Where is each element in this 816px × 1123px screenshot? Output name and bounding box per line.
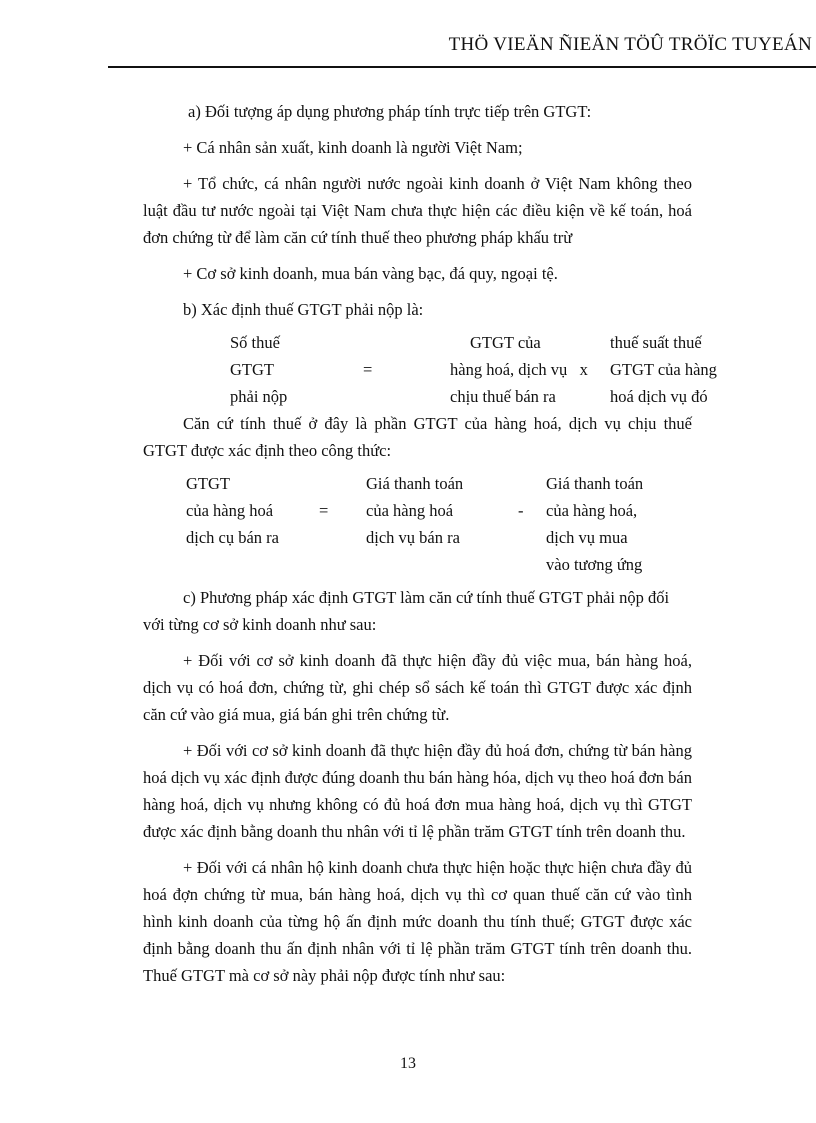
paragraph-a: a) Đối tượng áp dụng phương pháp tính trực tiếp trên GTGT: — [188, 102, 592, 121]
formula-cell — [186, 551, 319, 578]
formula-cell: phải nộp — [230, 387, 288, 406]
formula-cell — [319, 524, 366, 551]
formula-cell: GTGT của — [470, 333, 541, 352]
paragraph-household: + Đối với cá nhân hộ kinh doanh chưa thực hiện hoặc thực hiện chưa đầy đủ hoá đợn chứng từ mua, bán hàng hoá, dịch vụ thì cơ quan thuế căn cứ vào tình hình kinh doanh của từng hộ ấn định mức doanh thu tính thuế; GTGT được xác định bằng doanh thu ấn định nhân với tỉ lệ phần trăm GTGT tính trên doanh thu. Thuế GTGT mà cơ sở này phải nộp được tính như sau: — [143, 858, 692, 985]
formula-cell: hoá dịch vụ đó — [610, 387, 708, 406]
header-rule — [108, 66, 816, 68]
formula-cell — [506, 551, 546, 578]
formula-cell: chịu thuế bán ra — [450, 387, 556, 406]
formula-cell — [363, 329, 450, 356]
formula-cell: dịch cụ bán ra — [186, 528, 279, 547]
page-number: 13 — [400, 1055, 416, 1072]
formula-cell — [319, 551, 366, 578]
document-body — [143, 98, 717, 989]
paragraph-individual: + Cá nhân sản xuất, kinh doanh là người Việt Nam; — [183, 138, 523, 157]
formula-cell: của hàng hoá — [366, 501, 454, 520]
formula-cell — [319, 470, 366, 497]
formula-cell: GTGT của hàng — [610, 360, 717, 379]
formula-minus: - — [518, 501, 524, 520]
formula-cell — [506, 524, 546, 551]
formula-cell — [506, 470, 546, 497]
paragraph-full-records: + Đối với cơ sở kinh doanh đã thực hiện đầy đủ việc mua, bán hàng hoá, dịch vụ có hoá đơn, chứng từ, ghi chép sổ sách kế toán thì GTGT được xác định căn cứ vào giá mua, giá bán ghi trên chứng từ. — [143, 651, 692, 724]
paragraph-gold: + Cơ sở kinh doanh, mua bán vàng bạc, đá quy, ngoại tệ. — [183, 264, 558, 283]
formula-cell: vào tương ứng — [546, 555, 643, 574]
formula-cell: GTGT — [186, 474, 230, 493]
paragraph-basis: Căn cứ tính thuế ở đây là phần GTGT của hàng hoá, dịch vụ chịu thuế GTGT được xác định theo công thức: — [143, 414, 692, 460]
formula-tax-payable — [143, 329, 717, 410]
formula-cell: Giá thanh toán — [546, 474, 644, 493]
paragraph-partial-records: + Đối với cơ sở kinh doanh đã thực hiện đầy đủ hoá đơn, chứng từ bán hàng hoá dịch vụ xác định được đúng doanh thu bán hàng hóa, dịch vụ theo hoá đơn bán hàng hoá, dịch vụ nhưng không có đủ hoá đơn mua hàng hoá, dịch vụ thì GTGT được xác định bằng doanh thu nhân với tỉ lệ phần trăm GTGT tính trên doanh thu. — [143, 741, 692, 841]
formula-cell: Giá thanh toán — [366, 474, 464, 493]
page-header-title: THÖ VIEÄN ÑIEÄN TÖÛ TRÖÏC TUYEÁN — [448, 34, 812, 55]
paragraph-c: c) Phương pháp xác định GTGT làm căn cứ tính thuế GTGT phải nộp đối với từng cơ sở kinh doanh như sau: — [143, 588, 670, 634]
formula-cell: dịch vụ bán ra — [366, 528, 460, 547]
formula-cell: thuế suất thuế — [610, 333, 702, 352]
formula-cell: Số thuế — [230, 333, 280, 352]
paragraph-b: b) Xác định thuế GTGT phải nộp là: — [183, 300, 424, 319]
formula-cell: dịch vụ mua — [546, 528, 628, 547]
formula-cell: GTGT — [230, 360, 274, 379]
formula-cell — [363, 383, 450, 410]
formula-equals: = — [319, 501, 329, 520]
formula-cell: của hàng hoá — [186, 501, 274, 520]
formula-equals: = — [363, 360, 373, 379]
formula-cell: của hàng hoá, — [546, 501, 638, 520]
formula-cell: hàng hoá, dịch vụ x — [450, 360, 588, 379]
formula-gtgt — [143, 470, 692, 578]
paragraph-foreign-org: + Tổ chức, cá nhân người nước ngoài kinh doanh ở Việt Nam không theo luật đầu tư nước ngoài tại Việt Nam chưa thực hiện các điều kiện về kế toán, hoá đơn chứng từ để làm căn cứ tính thuế theo phương pháp khấu trừ — [143, 174, 692, 247]
formula-cell — [366, 551, 506, 578]
